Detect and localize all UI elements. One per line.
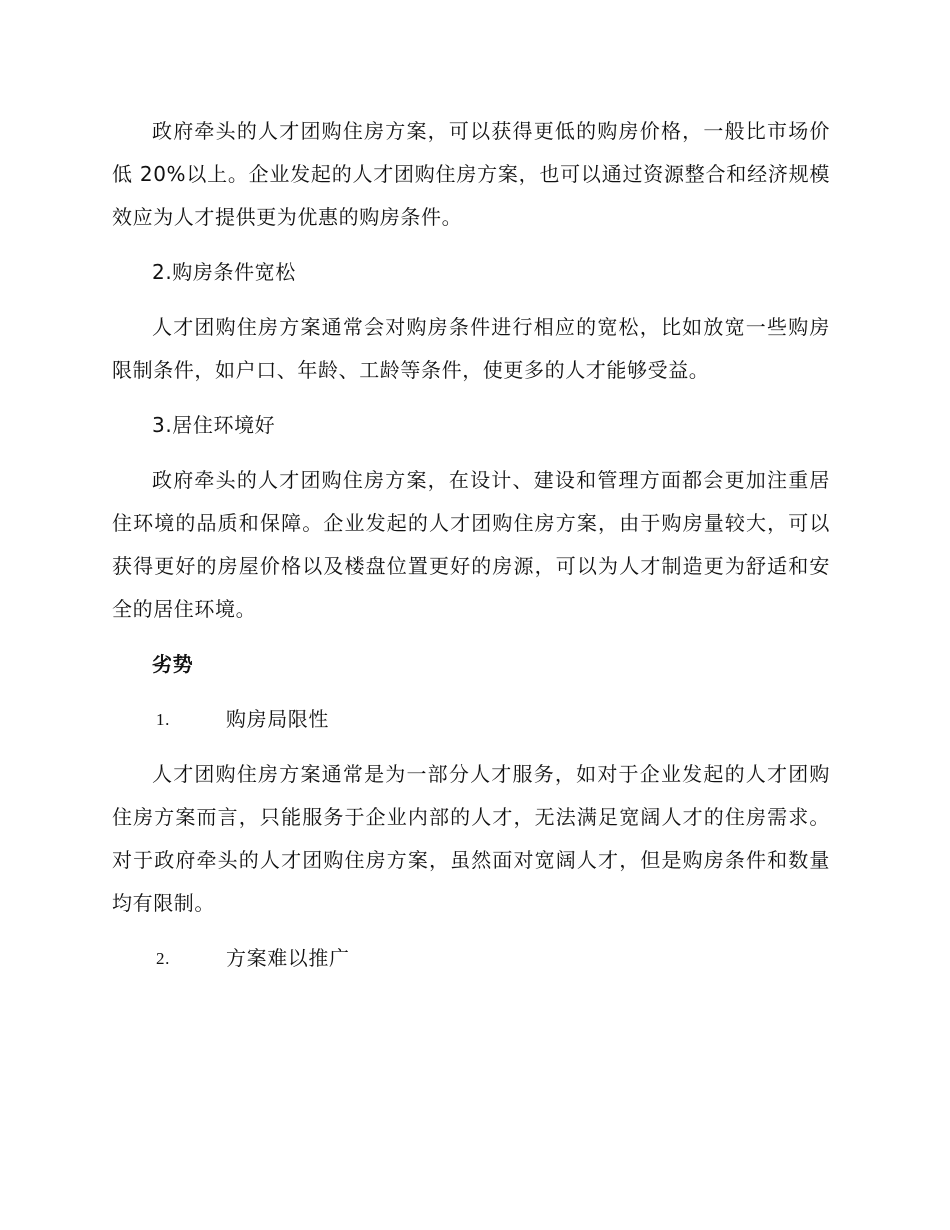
- paragraph-price-advantage: 政府牵头的人才团购住房方案，可以获得更低的购房价格，一般比市场价低 20%以上。企业发起的人才团购住房方案，也可以通过资源整合和经济规模效应为人才提供更为优惠的购房条件。: [112, 119, 830, 229]
- paragraph-living-environment: 政府牵头的人才团购住房方案，在设计、建设和管理方面都会更加注重居住环境的品质和保障。企业发起的人才团购住房方案，由于购房量较大，可以获得更好的房屋价格以及楼盘位置更好的房源，可以为人才制造更为舒适和安全的居住环境。: [112, 468, 830, 621]
- section-title-disadvantages: 劣势: [152, 652, 194, 676]
- paragraph-loose-conditions: 人才团购住房方案通常会对购房条件进行相应的宽松，比如放宽一些购房限制条件，如户口、年龄、工龄等条件，使更多的人才能够受益。: [112, 315, 830, 382]
- list-number: 1.: [156, 710, 170, 729]
- list-item-limitation: [112, 698, 830, 741]
- paragraph-limitation: 人才团购住房方案通常是为一部分人才服务，如对于企业发起的人才团购住房方案而言，只能服务于企业内部的人才，无法满足宽阔人才的住房需求。对于政府牵头的人才团购住房方案，虽然面对宽阔人才，但是购房条件和数量均有限制。: [112, 762, 830, 915]
- list-item-hard-to-promote: [112, 937, 830, 980]
- list-heading: 购房局限性: [226, 707, 329, 731]
- subheading-loose-conditions: 2.购房条件宽松: [152, 260, 296, 284]
- document-body: [112, 110, 830, 992]
- subheading-living-environment: 3.居住环境好: [152, 413, 276, 437]
- list-heading: 方案难以推广: [226, 946, 350, 970]
- list-number: 2.: [156, 949, 170, 968]
